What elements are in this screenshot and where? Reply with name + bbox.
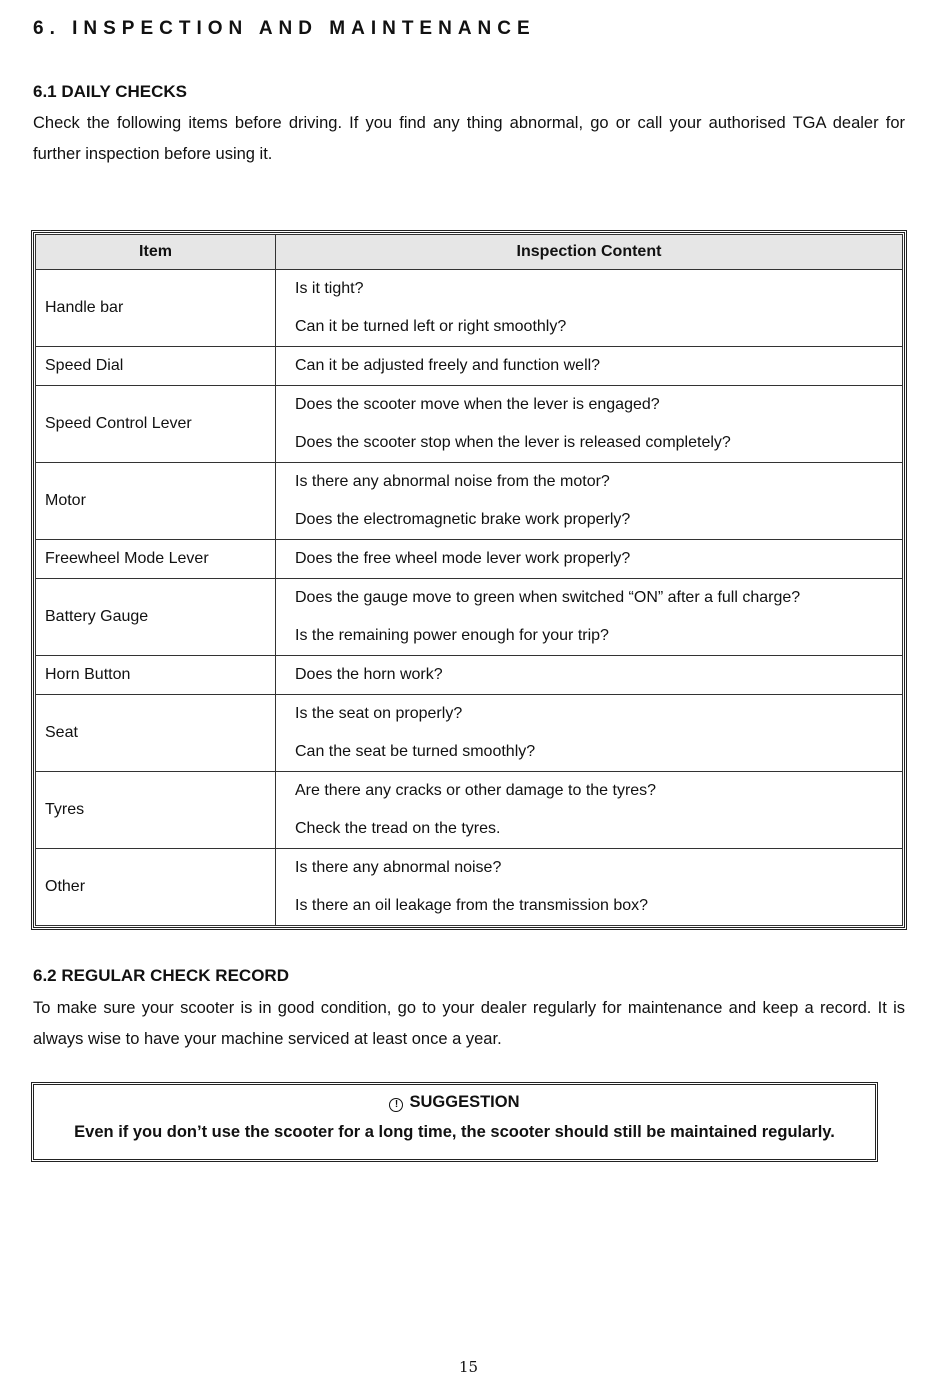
- table-header-row: [36, 235, 903, 270]
- inspection-content-line: Does the gauge move to green when switched “ON” after a full charge?: [295, 589, 801, 606]
- inspection-content-line: Is there any abnormal noise from the motor?: [295, 473, 610, 490]
- table-row: [36, 347, 903, 386]
- inspection-content-cell: [276, 695, 903, 772]
- daily-checks-heading: 6.1 DAILY CHECKS: [33, 82, 187, 101]
- inspection-content-line: Does the scooter move when the lever is engaged?: [295, 396, 660, 413]
- inspection-content-cell: [276, 270, 903, 347]
- item-cell: Handle bar: [36, 270, 276, 347]
- table-row: [36, 540, 903, 579]
- item-cell: Tyres: [36, 772, 276, 849]
- table-row: [36, 386, 903, 463]
- table-row: [36, 270, 903, 347]
- item-cell: Battery Gauge: [36, 579, 276, 656]
- page-title: 6. INSPECTION AND MAINTENANCE: [33, 18, 536, 39]
- inspection-content-line: Does the electromagnetic brake work properly?: [295, 511, 631, 528]
- inspection-content-line: Is the seat on properly?: [295, 705, 463, 722]
- inspection-content-line: Does the horn work?: [295, 666, 443, 683]
- inspection-content-cell: [276, 347, 903, 386]
- inspection-content-cell: [276, 849, 903, 926]
- regular-check-heading: 6.2 REGULAR CHECK RECORD: [33, 966, 289, 985]
- inspection-content-line: Does the free wheel mode lever work properly?: [295, 550, 631, 567]
- inspection-content-line: Is the remaining power enough for your trip?: [295, 627, 609, 644]
- inspection-content-line: Is it tight?: [295, 280, 364, 297]
- inspection-content-line: Check the tread on the tyres.: [295, 820, 501, 837]
- item-cell: Other: [36, 849, 276, 926]
- daily-checks-table-frame: [31, 230, 907, 930]
- inspection-content-line: Can it be adjusted freely and function well?: [295, 357, 601, 374]
- suggestion-title-line: [34, 1091, 875, 1113]
- daily-checks-intro: Check the following items before driving. If you find any thing abnormal, go or call your authorised TGA dealer for further inspection before using it.: [33, 114, 905, 163]
- table-row: [36, 695, 903, 772]
- item-cell: Horn Button: [36, 656, 276, 695]
- item-cell: Speed Control Lever: [36, 386, 276, 463]
- inspection-content-cell: [276, 772, 903, 849]
- inspection-content-line: Is there an oil leakage from the transmission box?: [295, 897, 649, 914]
- column-header-item: Item: [36, 235, 276, 270]
- suggestion-title: SUGGESTION: [409, 1093, 520, 1111]
- inspection-content-line: Can the seat be turned smoothly?: [295, 743, 536, 760]
- regular-check-text: To make sure your scooter is in good condition, go to your dealer regularly for maintenance and keep a record. It is always wise to have your machine serviced at least once a year.: [33, 999, 905, 1048]
- item-cell: Speed Dial: [36, 347, 276, 386]
- suggestion-box: [31, 1082, 878, 1162]
- column-header-inspection-content: Inspection Content: [276, 235, 903, 270]
- table-row: [36, 463, 903, 540]
- table-row: [36, 772, 903, 849]
- daily-checks-table: [35, 234, 903, 926]
- inspection-content-cell: [276, 386, 903, 463]
- item-cell: Motor: [36, 463, 276, 540]
- table-row: [36, 656, 903, 695]
- inspection-content-cell: [276, 579, 903, 656]
- item-cell: Freewheel Mode Lever: [36, 540, 276, 579]
- inspection-content-cell: [276, 540, 903, 579]
- inspection-content-line: Is there any abnormal noise?: [295, 859, 502, 876]
- inspection-content-line: Are there any cracks or other damage to the tyres?: [295, 782, 657, 799]
- info-icon: !: [389, 1098, 403, 1112]
- inspection-content-line: Can it be turned left or right smoothly?: [295, 318, 567, 335]
- item-cell: Seat: [36, 695, 276, 772]
- daily-checks-table-body: [36, 270, 903, 926]
- inspection-content-cell: [276, 463, 903, 540]
- table-row: [36, 849, 903, 926]
- page-number: 15: [458, 1358, 479, 1376]
- table-row: [36, 579, 903, 656]
- inspection-content-line: Does the scooter stop when the lever is released completely?: [295, 434, 731, 451]
- inspection-content-cell: [276, 656, 903, 695]
- suggestion-text: Even if you don’t use the scooter for a long time, the scooter should still be maintained regularly.: [74, 1123, 835, 1141]
